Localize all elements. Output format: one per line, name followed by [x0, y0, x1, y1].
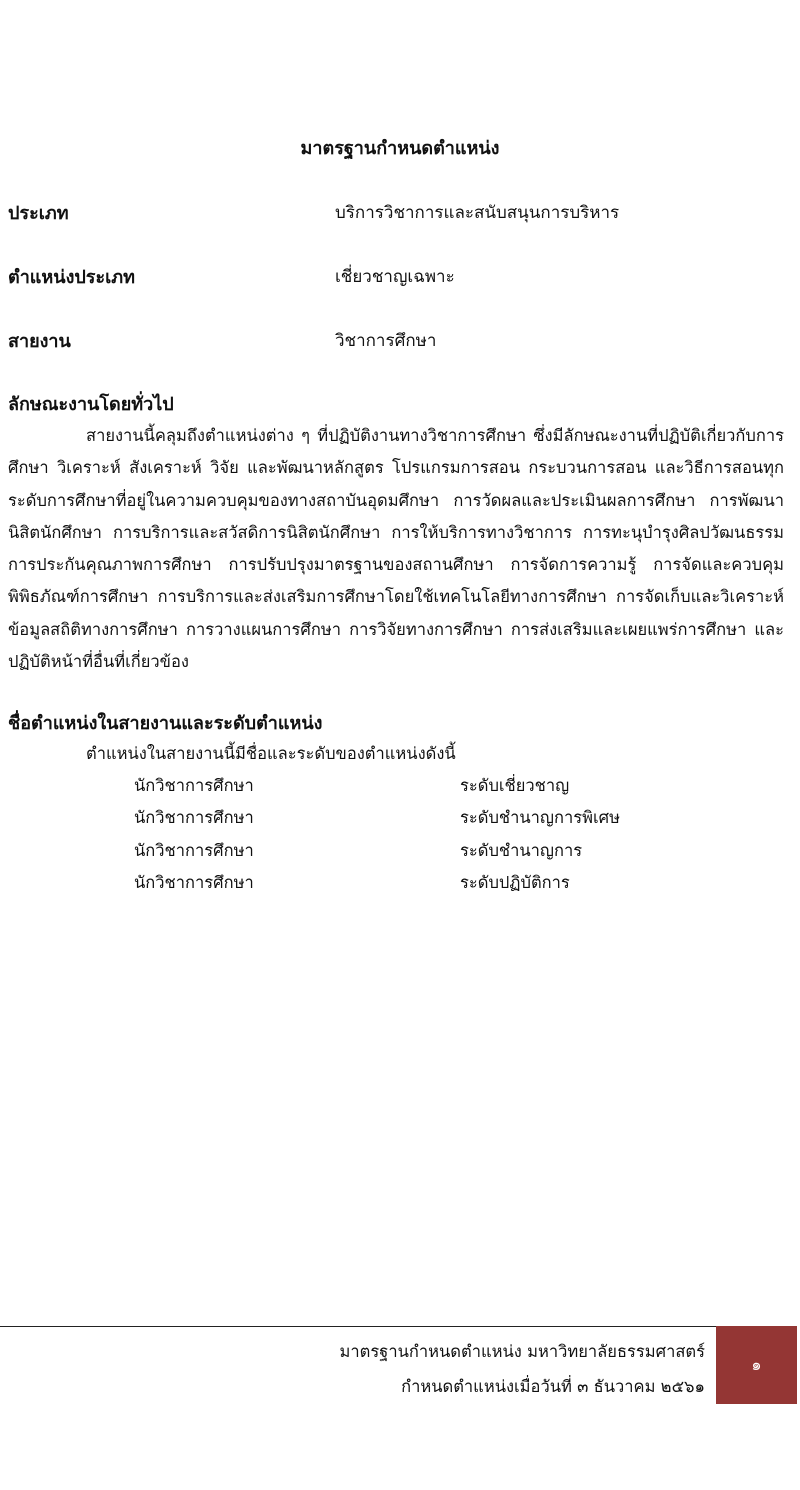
- field-value-line-of-work: วิชาการศึกษา: [335, 331, 437, 351]
- position-level: ระดับเชี่ยวชาญ: [460, 776, 570, 795]
- document-title: มาตรฐานกำหนดตำแหน่ง: [300, 138, 500, 159]
- position-level: ระดับชำนาญการพิเศษ: [460, 808, 620, 827]
- position-level: ระดับปฏิบัติการ: [460, 873, 570, 892]
- page-number: ๑: [751, 1354, 762, 1374]
- position-name: นักวิชาการศึกษา: [134, 776, 254, 795]
- footer-divider: [0, 1326, 716, 1327]
- footer-line-2: กำหนดตำแหน่งเมื่อวันที่ ๓ ธันวาคม ๒๕๖๑: [401, 1377, 705, 1396]
- field-label-type: ประเภท: [8, 203, 69, 224]
- general-description-text: สายงานนี้คลุมถึงตำแหน่งต่าง ๆ ที่ปฏิบัติงานทางวิชาการศึกษา ซึ่งมีลักษณะงานที่ปฏิบัติเกี่ยวกับการศึกษา วิเคราะห์ สังเคราะห์ วิจัย และพัฒนาหลักสูตร โปรแกรมการสอน กระบวนการสอน และวิธีการสอนทุกระดับการศึกษาที่อยู่ในความควบคุมของทางสถาบันอุดมศึกษา การวัดผลและประเมินผลการศึกษา การพัฒนานิสิตนักศึกษา การบริการและสวัสดิการนิสิตนักศึกษา การให้บริการทางวิชาการ การทะนุบำรุงศิลปวัฒนธรรม การประกันคุณภาพการศึกษา การปรับปรุงมาตรฐานของสถานศึกษา การจัดการความรู้ การจัดและควบคุมพิพิธภัณฑ์การศึกษา การบริการและส่งเสริมการศึกษาโดยใช้เทคโนโลยีทางการศึกษา การจัดเก็บและวิเคราะห์ข้อมูลสถิติทางการศึกษา การวางแผนการศึกษา การวิจัยทางการศึกษา การส่งเสริมและเผยแพร่การศึกษา และปฏิบัติหน้าที่อื่นที่เกี่ยวข้อง: [8, 426, 784, 672]
- position-name: นักวิชาการศึกษา: [134, 873, 254, 892]
- footer-line-1: มาตรฐานกำหนดตำแหน่ง มหาวิทยาลัยธรรมศาสตร์: [339, 1342, 705, 1361]
- field-value-type: บริการวิชาการและสนับสนุนการบริหาร: [335, 203, 620, 223]
- field-value-position-type: เชี่ยวชาญเฉพาะ: [335, 267, 455, 287]
- field-label-line-of-work: สายงาน: [8, 331, 71, 352]
- page-number-badge: [716, 1326, 797, 1404]
- positions-heading: ชื่อตำแหน่งในสายงานและระดับตำแหน่ง: [8, 713, 323, 734]
- position-level: ระดับชำนาญการ: [460, 841, 583, 860]
- position-name: นักวิชาการศึกษา: [134, 841, 254, 860]
- position-name: นักวิชาการศึกษา: [134, 808, 254, 827]
- general-description-heading: ลักษณะงานโดยทั่วไป: [8, 394, 174, 415]
- positions-intro: ตำแหน่งในสายงานนี้มีชื่อและระดับของตำแหน่งดังนี้: [86, 744, 456, 763]
- field-label-position-type: ตำแหน่งประเภท: [8, 267, 136, 288]
